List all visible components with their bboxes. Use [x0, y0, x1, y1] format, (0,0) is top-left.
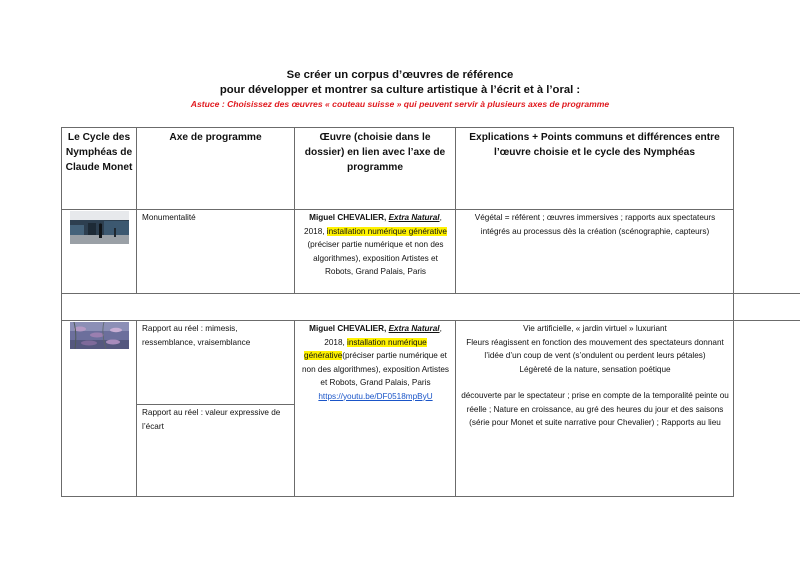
- row1-oeuvre: Miguel CHEVALIER, Extra Natural, 2018, installation numérique générative (préciser partie numérique et non des algorithmes), exposition Artistes et Robots, Grand Palais, Paris: [304, 213, 447, 276]
- page-subtitle: pour développer et montrer sa culture artistique à l’écrit et à l’oral :: [219, 84, 581, 96]
- title-block: [0, 68, 800, 111]
- row1-axe: Monumentalité: [142, 213, 196, 222]
- monet-gallery-image: [70, 211, 129, 244]
- page-title: Se créer un corpus d’œuvres de référence: [286, 69, 514, 81]
- header-oeuvre: Œuvre (choisie dans le dossier) en lien avec l’axe de programme: [304, 132, 446, 173]
- header-cycle: Le Cycle des Nymphéas de Claude Monet: [65, 132, 133, 173]
- youtube-link[interactable]: https://youtu.be/DF0518mpByU: [318, 391, 433, 401]
- header-explications: Explications + Points communs et différences entre l’œuvre choisie et le cycle des Nymphéas: [469, 132, 720, 158]
- row2-oeuvre: Miguel CHEVALIER, Extra Natural, 2018, installation numérique générative(préciser partie numérique et non des algorithmes), exposition Artistes et Robots, Grand Palais, Paris https://youtu.be/DF0518mpByU: [302, 324, 449, 401]
- header-axe: Axe de programme: [169, 132, 262, 143]
- row1-explication: Végétal = référent ; œuvres immersives ; rapports aux spectateurs intégrés au processus dès la création (scénographie, capteurs): [474, 213, 716, 236]
- row2-axe-ecart: Rapport au réel : valeur expressive de l’écart: [142, 408, 281, 431]
- nympheas-painting-image: [70, 322, 129, 349]
- row2-axe-mimesis: Rapport au réel : mimesis, ressemblance, vraisemblance: [142, 324, 251, 347]
- tip-text: Astuce : Choisissez des œuvres « couteau suisse » qui peuvent servir à plusieurs axes de programme: [190, 99, 610, 109]
- row2-explication: Vie artificielle, « jardin virtuel » luxuriant Fleurs réagissent en fonction des mouvement des spectateurs donnant l’idée d’un coup de vent (s’ondulent ou perdent leurs pétales) Légèreté de la nature, sensation poétique découverte par le spectateur ; prise en compte de la temporalité peinte ou réelle ; Nature en croissance, au gré des heures du jour et des saisons (série pour Monet et suite narrative pour Chevalier) ; Rapports au lieu: [461, 324, 729, 427]
